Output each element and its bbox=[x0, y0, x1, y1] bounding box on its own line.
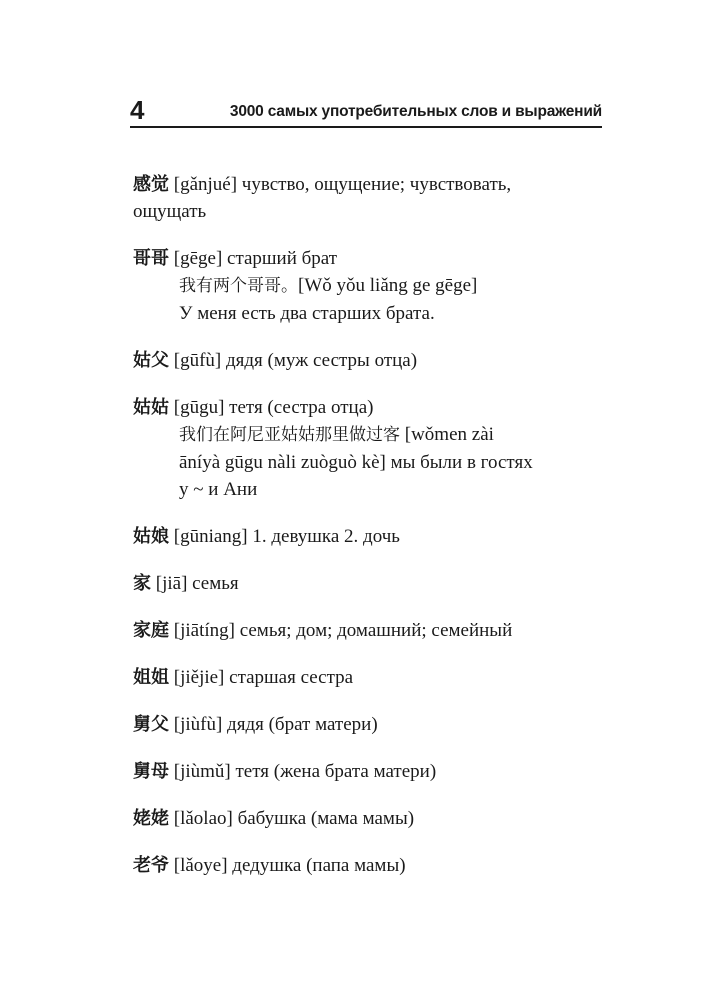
entry-headword: 家庭 bbox=[133, 620, 169, 641]
header-rule bbox=[130, 126, 602, 128]
entry-jiejie bbox=[133, 664, 601, 691]
example-hanzi: 我们在阿尼亚姑姑那里做过客 bbox=[179, 425, 400, 445]
page-number: 4 bbox=[130, 95, 145, 125]
entry-headword: 姑娘 bbox=[133, 526, 169, 547]
entry-line bbox=[133, 347, 601, 374]
entry-gufu bbox=[133, 347, 601, 374]
entry-headword: 姐姐 bbox=[133, 667, 169, 688]
entry-definition: [gǎnjué] чувство, ощущение; чувствовать, bbox=[169, 174, 512, 195]
example-translation: У меня есть два старших брата. bbox=[179, 303, 435, 324]
example-continuation: āníyà gūgu nàli zuòguò kè] мы были в гостях bbox=[179, 452, 533, 473]
example-pinyin: [wǒmen zài bbox=[400, 424, 494, 445]
entry-line bbox=[133, 617, 601, 644]
entry-definition: [jiùfù] дядя (брат матери) bbox=[169, 714, 378, 735]
entry-line bbox=[133, 711, 601, 738]
entry-definition: [lǎoye] дедушка (папа мамы) bbox=[169, 855, 406, 876]
entry-definition: [gūgu] тетя (сестра отца) bbox=[169, 397, 374, 418]
entry-laolao bbox=[133, 805, 601, 832]
entry-headword: 舅父 bbox=[133, 714, 169, 735]
entry-definition: [jiùmǔ] тетя (жена брата матери) bbox=[169, 761, 437, 782]
entry-headword: 感觉 bbox=[133, 174, 169, 195]
running-title: 3000 самых употребительных слов и выражений bbox=[229, 103, 602, 120]
entry-headword: 老爷 bbox=[133, 855, 169, 876]
entry-gege bbox=[133, 245, 601, 327]
dictionary-entries bbox=[133, 171, 601, 899]
entry-definition: [jiějie] старшая сестра bbox=[169, 667, 354, 688]
entry-jiumu bbox=[133, 758, 601, 785]
entry-jiufu bbox=[133, 711, 601, 738]
entry-gugu bbox=[133, 394, 601, 503]
entry-guniang bbox=[133, 523, 601, 550]
entry-continuation: ощущать bbox=[133, 201, 207, 222]
entry-line bbox=[133, 245, 601, 272]
entry-headword: 舅母 bbox=[133, 761, 169, 782]
example-pinyin: [Wǒ yǒu liǎng ge gēge] bbox=[298, 275, 478, 296]
entry-definition: [jiātíng] семья; дом; домашний; семейный bbox=[169, 620, 513, 641]
entry-ganjue bbox=[133, 171, 601, 225]
entry-line bbox=[133, 171, 601, 198]
entry-line bbox=[133, 394, 601, 421]
entry-headword: 哥哥 bbox=[133, 248, 169, 269]
entry-line bbox=[133, 805, 601, 832]
example-continuation: у ~ и Ани bbox=[179, 479, 258, 500]
entry-headword: 姑父 bbox=[133, 350, 169, 371]
example-line bbox=[133, 272, 601, 300]
entry-headword: 姥姥 bbox=[133, 808, 169, 829]
entry-jia bbox=[133, 570, 601, 597]
example-line bbox=[133, 421, 601, 449]
entry-laoye bbox=[133, 852, 601, 879]
example-hanzi: 我有两个哥哥。 bbox=[179, 276, 298, 296]
entry-definition: [jiā] семья bbox=[151, 573, 239, 594]
entry-line bbox=[133, 664, 601, 691]
entry-jiating bbox=[133, 617, 601, 644]
entry-line bbox=[133, 523, 601, 550]
entry-line bbox=[133, 570, 601, 597]
entry-line bbox=[133, 758, 601, 785]
entry-definition: [gūniang] 1. девушка 2. дочь bbox=[169, 526, 400, 547]
page-header bbox=[130, 96, 602, 126]
entry-headword: 姑姑 bbox=[133, 397, 169, 418]
entry-definition: [gūfù] дядя (муж сестры отца) bbox=[169, 350, 418, 371]
entry-line bbox=[133, 852, 601, 879]
entry-definition: [lǎolao] бабушка (мама мамы) bbox=[169, 808, 415, 829]
entry-definition: [gēge] старший брат bbox=[169, 248, 338, 269]
entry-headword: 家 bbox=[133, 573, 151, 594]
